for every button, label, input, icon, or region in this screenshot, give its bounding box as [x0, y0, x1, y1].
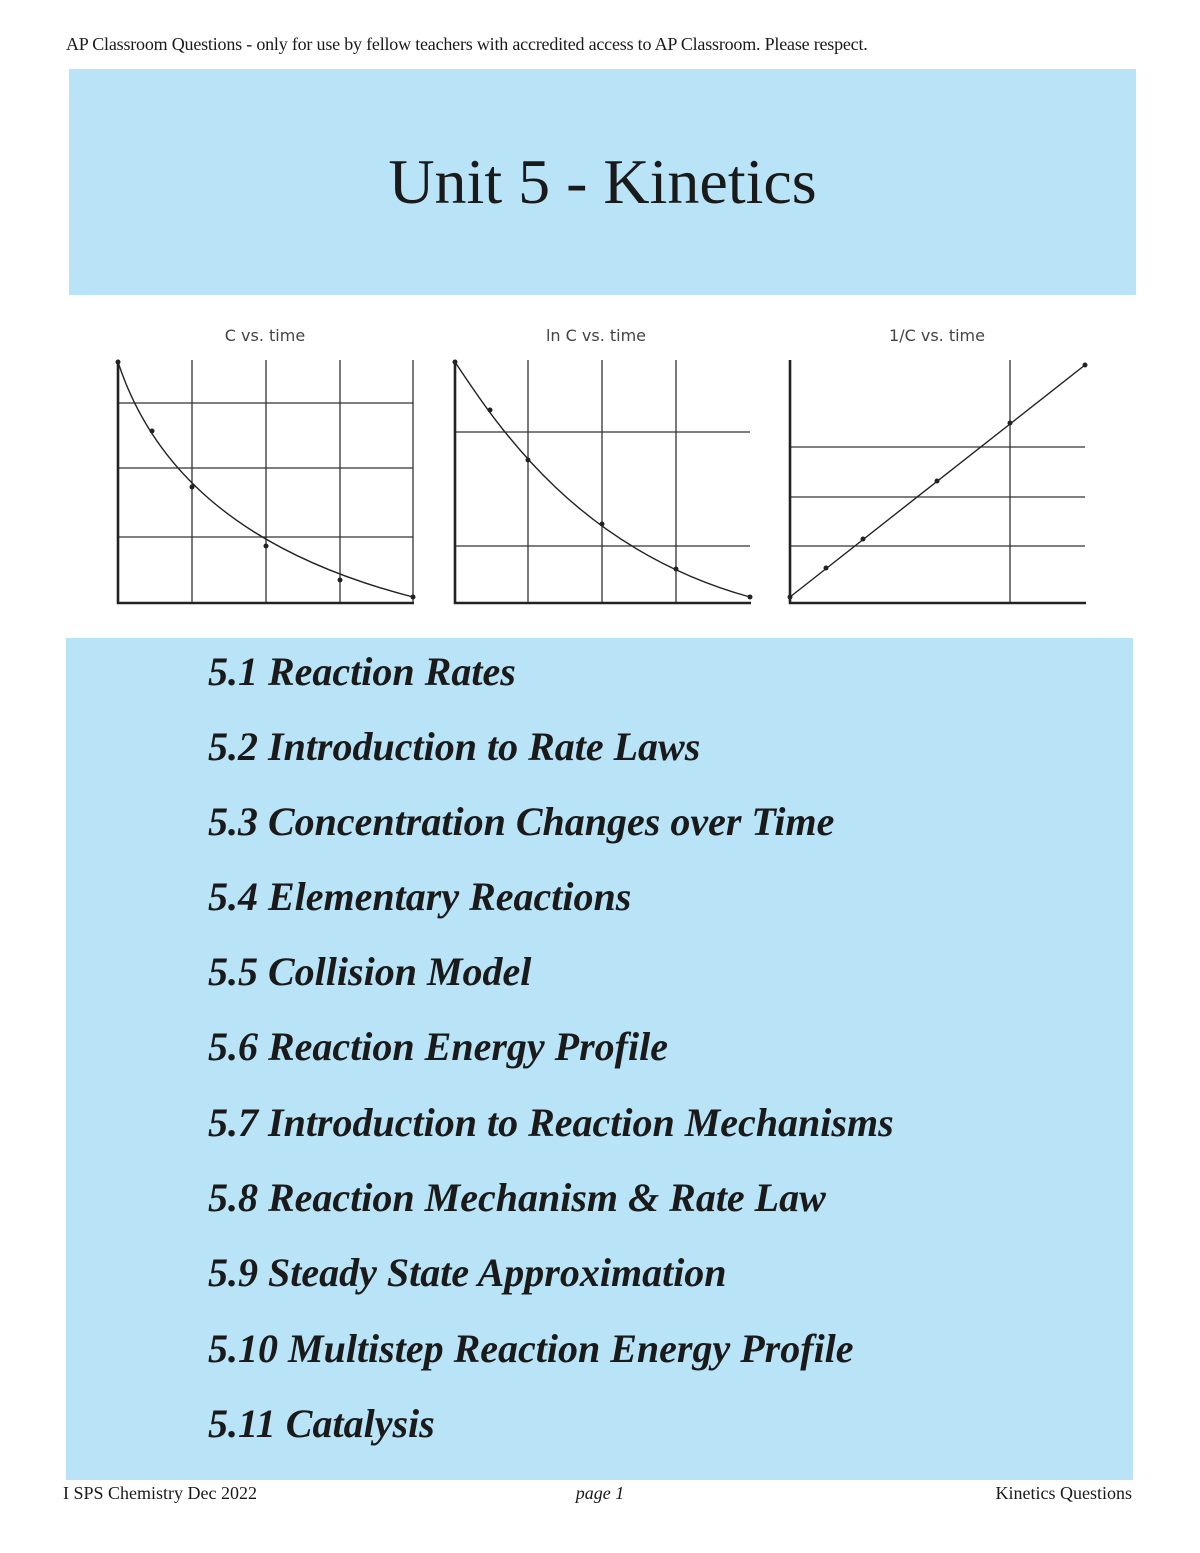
topic-5-4: 5.4 Elementary Reactions: [208, 874, 632, 919]
chart-3-title: 1/C vs. time: [889, 326, 985, 345]
chart-3-point-5: [1008, 421, 1013, 426]
topic-5-1: 5.1 Reaction Rates: [208, 649, 516, 694]
chart-1-point-5: [338, 578, 343, 583]
page-title: Unit 5 - Kinetics: [388, 146, 817, 217]
topic-5-5: 5.5 Collision Model: [208, 949, 532, 994]
footer-source: I SPS Chemistry Dec 2022: [63, 1483, 258, 1503]
topic-5-6: 5.6 Reaction Energy Profile: [208, 1024, 668, 1069]
title-banner: [69, 69, 1136, 295]
chart-3-point-2: [824, 566, 829, 571]
topic-5-9: 5.9 Steady State Approximation: [208, 1250, 727, 1295]
topic-list: [66, 638, 1133, 1480]
chart-lnc-vs-time: [453, 326, 753, 603]
chart-3-point-6: [1083, 363, 1088, 368]
usage-notice: AP Classroom Questions - only for use by fellow teachers with accredited access to AP Classroom. Please respect.: [66, 34, 868, 54]
chart-1-title: C vs. time: [224, 326, 306, 345]
chart-inv-c-vs-time: [788, 326, 1088, 603]
topic-5-10: 5.10 Multistep Reaction Energy Profile: [208, 1326, 854, 1371]
chart-1-point-3: [190, 485, 195, 490]
chart-1-point-6: [411, 595, 416, 600]
chart-c-vs-time: [116, 326, 416, 603]
footer-document-name: Kinetics Questions: [995, 1483, 1132, 1503]
topic-5-11: 5.11 Catalysis: [208, 1401, 435, 1446]
chart-2-point-3: [526, 458, 531, 463]
chart-1-point-2: [150, 429, 155, 434]
topic-5-7: 5.7 Introduction to Reaction Mechanisms: [208, 1100, 894, 1145]
topic-5-8: 5.8 Reaction Mechanism & Rate Law: [208, 1175, 826, 1220]
chart-2-point-4: [600, 522, 605, 527]
topic-5-3: 5.3 Concentration Changes over Time: [208, 799, 835, 844]
chart-2-point-5: [674, 567, 679, 572]
chart-2-title: ln C vs. time: [545, 326, 647, 345]
chart-3-point-3: [861, 537, 866, 542]
chart-1-point-4: [264, 544, 269, 549]
footer-page-number: page 1: [575, 1483, 625, 1503]
chart-2-axes: [455, 360, 751, 603]
chart-2-point-6: [748, 595, 753, 600]
kinetics-charts: [110, 320, 1100, 620]
chart-3-point-4: [935, 479, 940, 484]
chart-2-point-2: [488, 408, 493, 413]
topic-5-2: 5.2 Introduction to Rate Laws: [208, 724, 701, 769]
